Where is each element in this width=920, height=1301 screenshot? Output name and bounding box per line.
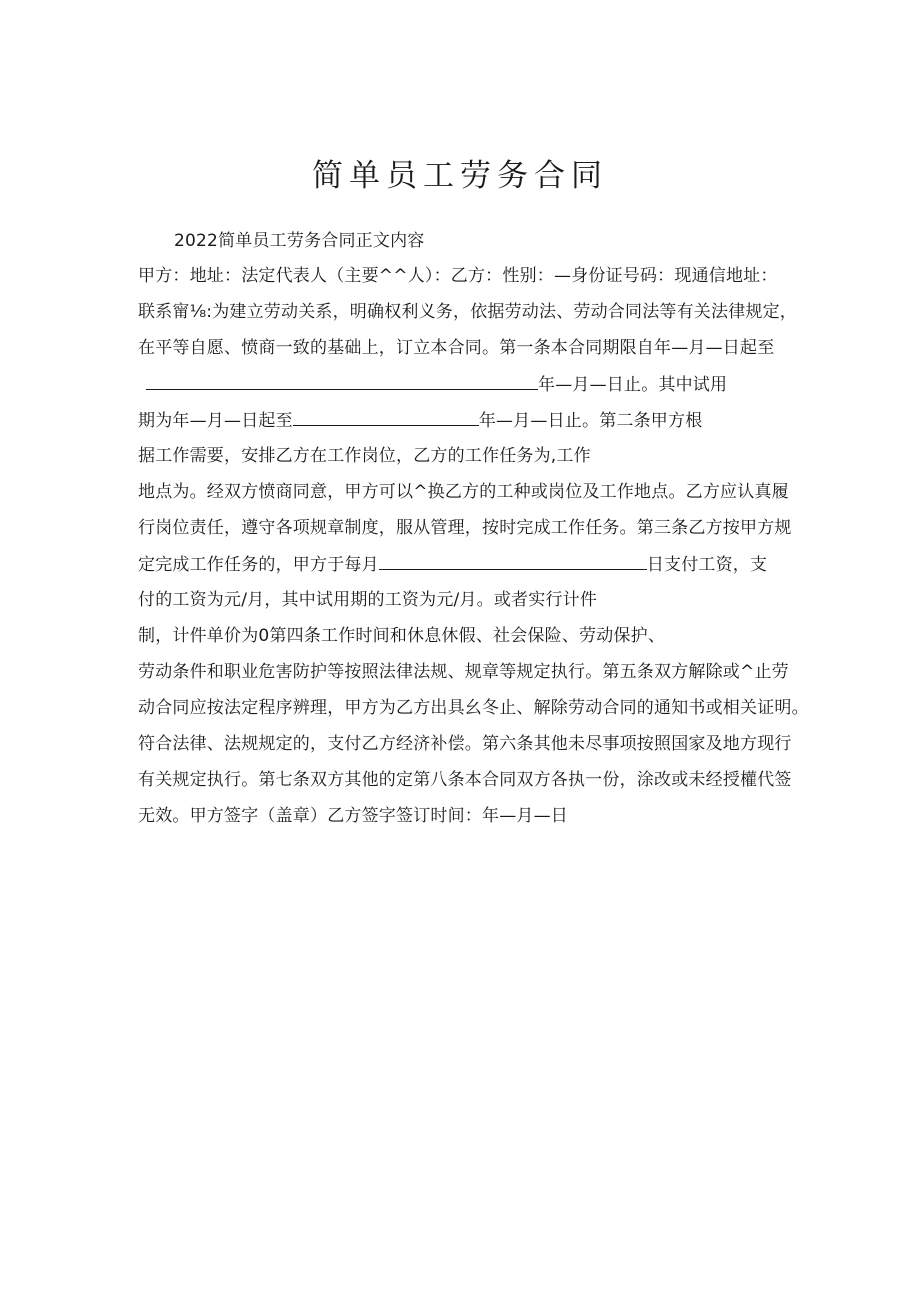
- fill-in-blank: [293, 408, 479, 426]
- line-text: 日支付工资，支: [646, 555, 768, 575]
- paragraph-line: [138, 768, 792, 792]
- paragraph-line: [146, 372, 727, 397]
- line-text: 制，计件单价为0第四条工作时间和休息休假、社会保险、劳动保护、: [138, 626, 666, 646]
- paragraph-line: [138, 732, 792, 756]
- paragraph-line: [138, 336, 774, 360]
- paragraph-line: [138, 588, 597, 612]
- line-text: 地点为。经双方愤商同意，甲方可以^换乙方的工种或岗位及工作地点。乙方应认真履: [138, 482, 789, 502]
- document-subtitle: 2022简单员工劳务合同正文内容: [174, 231, 425, 251]
- line-text: 有关规定执行。第七条双方其他的定第八条本合同双方各执一份，涂改或未经授權代签: [138, 770, 792, 790]
- paragraph-line: [138, 480, 789, 504]
- paragraph-line: [138, 300, 797, 324]
- paragraph-line: [138, 408, 702, 433]
- line-text: 期为年—月—日起至: [138, 411, 293, 431]
- line-text: 定完成工作任务的，甲方于每月: [138, 555, 379, 575]
- paragraph-line: [138, 444, 591, 468]
- paragraph-line: [138, 552, 767, 577]
- line-text: 行岗位责任，遵守各项规章制度，服从管理，按时完成工作任务。第三条乙方按甲方规: [138, 518, 792, 538]
- fill-in-blank: [379, 552, 647, 570]
- line-text: 付的工资为元/月，其中试用期的工资为元/月。或者实行计件: [138, 590, 598, 610]
- paragraph-line: [138, 804, 568, 828]
- paragraph-line: [138, 264, 778, 288]
- line-text: 劳动条件和职业危害防护等按照法律法规、规章等规定执行。第五条双方解除或^止劳: [138, 662, 789, 682]
- line-text: 在平等自愿、愤商一致的基础上，订立本合同。第一条本合同期限自年—月—日起至: [138, 338, 775, 358]
- paragraph-line: [138, 660, 789, 684]
- line-text: 无效。甲方签字（盖章）乙方签字签订时间：年—月—日: [138, 806, 568, 826]
- line-text: 据工作需要，安排乙方在工作岗位，乙方的工作任务为,工作: [138, 446, 591, 466]
- paragraph-line: [138, 624, 665, 648]
- line-text: 符合法律、法规规定的，支付乙方经济补偿。第六条其他未尽事项按照国家及地方现行: [138, 734, 792, 754]
- document-title: 简单员工劳务合同: [312, 158, 608, 194]
- paragraph-line: [138, 516, 792, 540]
- line-text: 动合同应按法定程序辨理，甲方为乙方出具幺冬止、解除劳动合同的通知书或相关证明。: [138, 698, 809, 718]
- line-text: 联系甯⅛:为建立劳动关系，明确权利义务，依据劳动法、劳动合同法等有关法律规定，: [138, 302, 798, 322]
- line-text: 甲方：地址：法定代表人（主要^^人）：乙方：性别：—身份证号码：现通信地址：: [138, 266, 778, 286]
- line-text: 年—月—日止。第二条甲方根: [478, 411, 703, 431]
- line-text: 年—月—日止。其中试用: [538, 375, 728, 395]
- paragraph-line: [138, 696, 809, 720]
- fill-in-blank: [146, 372, 538, 390]
